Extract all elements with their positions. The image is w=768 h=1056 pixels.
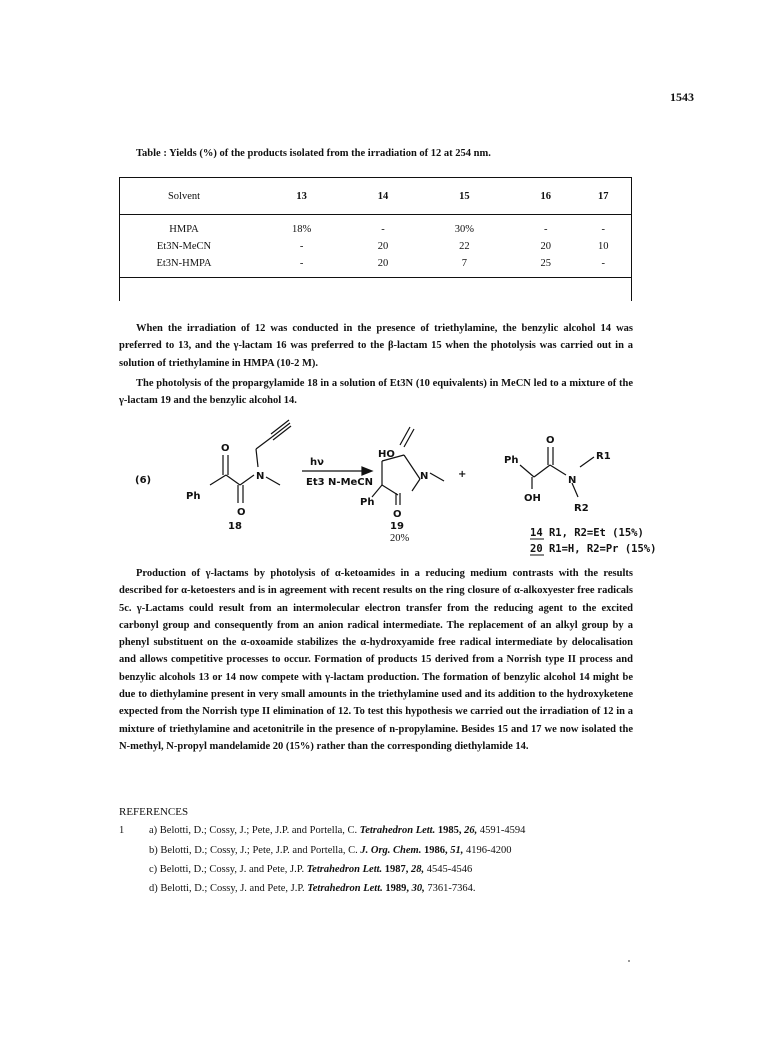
reference-item [149, 883, 476, 894]
table-row [119, 215, 632, 236]
atom-o: O [393, 509, 402, 520]
table-header-row [119, 178, 632, 215]
reference-journal: J. Org. Chem. [360, 845, 422, 856]
page-number: 1543 [670, 90, 694, 104]
table-caption-text: Yields (%) of the products isolated from the irradiation of 12 at 254 nm. [169, 148, 491, 159]
table-cell: 20 [377, 240, 389, 252]
reference-year: 1985, [437, 825, 462, 836]
atom-n: N [568, 475, 577, 486]
atom-r2: R2 [574, 503, 589, 514]
table-cell: 7 [412, 257, 517, 278]
plus-sign: + [458, 469, 467, 480]
reference-pages: 4591-4594 [479, 825, 526, 836]
legend-compound-14: 14 R1, R2=Et (15%) [530, 527, 644, 539]
table-cell: 22 [459, 240, 470, 252]
reference-journal: Tetrahedron Lett. [359, 825, 436, 836]
table-cell: - [601, 223, 605, 235]
table-cell: - [299, 240, 304, 252]
atom-oh: OH [524, 493, 541, 504]
table-row [119, 257, 632, 278]
atom-ph: Ph [186, 491, 201, 502]
reference-authors: d) Belotti, D.; Cossy, J. and Pete, J.P. [149, 883, 305, 894]
header-15: 15 [412, 178, 517, 215]
header-solvent: Solvent [119, 178, 249, 215]
reference-item [149, 864, 472, 875]
compound-19-yield: 20% [390, 533, 410, 544]
reference-journal: Tetrahedron Lett. [307, 883, 383, 894]
reference-year: 1986, [423, 845, 448, 856]
paragraph-3 [119, 565, 633, 755]
scan-speck [628, 960, 630, 962]
table-cell: HMPA [169, 223, 199, 235]
table-cell: 25 [517, 257, 574, 278]
reference-pages: 7361-7364. [427, 883, 476, 894]
table-cell: Et3N-HMPA [119, 257, 249, 278]
reagent-hv: hν [310, 457, 324, 468]
reference-volume: 30, [411, 883, 425, 894]
reagent-et3n-mecn: Et3 N-MeCN [306, 477, 374, 488]
atom-ph: Ph [504, 455, 519, 466]
paragraph-2-text: The photolysis of the propargylamide 18 in a solution of Et3N (10 equivalents) in MeCN led to a mixture of the γ-lactam 19 and the benzylic alcohol 14. [119, 378, 633, 407]
reference-volume: 26, [464, 825, 478, 836]
reference-journal: Tetrahedron Lett. [306, 864, 383, 875]
compound-19-label: 19 [390, 521, 404, 532]
reference-item [149, 825, 525, 836]
atom-ph: Ph [360, 497, 375, 508]
table-caption-label: Table : [136, 148, 167, 159]
paragraph-1-text: When the irradiation of 12 was conducted in the presence of triethylamine, the benzylic alcohol 14 was preferred to 13, and the γ-lactam 16 was preferred to the β-lactam 15 when the photolysis was carried out in a solution of triethylamine in HMPA (10-2 M). [119, 323, 633, 369]
reference-year: 1989, [385, 883, 409, 894]
yields-table [119, 177, 632, 278]
atom-o: O [237, 507, 246, 518]
table-caption [136, 148, 491, 159]
paragraph-1 [119, 320, 633, 372]
paragraph-3-text: Production of γ-lactams by photolysis of α-ketoamides in a reducing medium contrasts with the results described for α-ketoesters and is in agreement with recent results on the ring closure of α-alkoxyester free radicals 5c. γ-Lactams could result from an intermolecular electron transfer from the reducing agent to the excited carbonyl group and consequently from an anion radical intermediate. The replacement of an alkyl group by a phenyl substituent on the α-oxoamide stabilizes the α-hydroxyamide free radical intermediate by delocalisation and allows competitive processes to occur. Formation of products 15 derived from a Norrish type II process and benzylic alcohols 13 or 14 now compete with γ-lactam production. The formation of benzylic alcohol 14 might be due to diethylamine present in very small amounts in the triethylamine used and its addition to the hydroxyketene expected from the Norrish type II elimination of 12. To test this hypothesis we carried out the irradiation of 12 in a mixture of triethylamine and acetonitrile in the presence of n-propylamine. Besides 15 and 17 we now isolated the N-methyl, N-propyl mandelamide 20 (15%) rather than the corresponding diethylamide 14. [119, 568, 633, 752]
reference-authors: c) Belotti, D.; Cossy, J. and Pete, J.P. [149, 864, 305, 875]
header-16: 16 [517, 178, 574, 215]
table-cell: 20 [540, 240, 552, 252]
reference-authors: a) Belotti, D.; Cossy, J.; Pete, J.P. and Portella, C. [149, 825, 358, 836]
table-cell: 10 [598, 240, 609, 252]
equation-label: (6) [135, 475, 152, 486]
atom-ho: HO [378, 449, 395, 460]
reference-authors: b) Belotti, D.; Cossy, J.; Pete, J.P. and Portella, C. [149, 845, 358, 856]
table-cell: 30% [454, 223, 475, 235]
table-cell: - [544, 223, 548, 235]
reference-volume: 28, [411, 864, 425, 875]
reference-year: 1987, [384, 864, 409, 875]
table-cell: - [575, 257, 633, 278]
atom-n: N [420, 471, 429, 482]
header-17: 17 [575, 178, 633, 215]
atom-n: N [256, 471, 265, 482]
header-14: 14 [354, 178, 411, 215]
reference-number: 1 [119, 825, 125, 836]
compound-18-label: 18 [228, 521, 242, 532]
table-row [119, 236, 632, 257]
reaction-scheme-6 [120, 405, 657, 565]
table-cell: - [381, 223, 385, 235]
table-cell: 20 [354, 257, 411, 278]
references-heading: REFERENCES [119, 806, 189, 818]
table-cell: - [249, 257, 354, 278]
header-13: 13 [249, 178, 354, 215]
atom-r1: R1 [596, 451, 611, 462]
atom-o: O [221, 443, 230, 454]
table-cell: 18% [292, 223, 312, 235]
atom-o: O [546, 435, 555, 446]
reference-item [149, 845, 511, 856]
table-cell: Et3N-MeCN [156, 240, 212, 252]
reference-pages: 4545-4546 [426, 864, 473, 875]
reference-volume: 51, [450, 845, 464, 856]
legend-compound-20: 20 R1=H, R2=Pr (15%) [530, 543, 657, 555]
reference-pages: 4196-4200 [465, 845, 512, 856]
